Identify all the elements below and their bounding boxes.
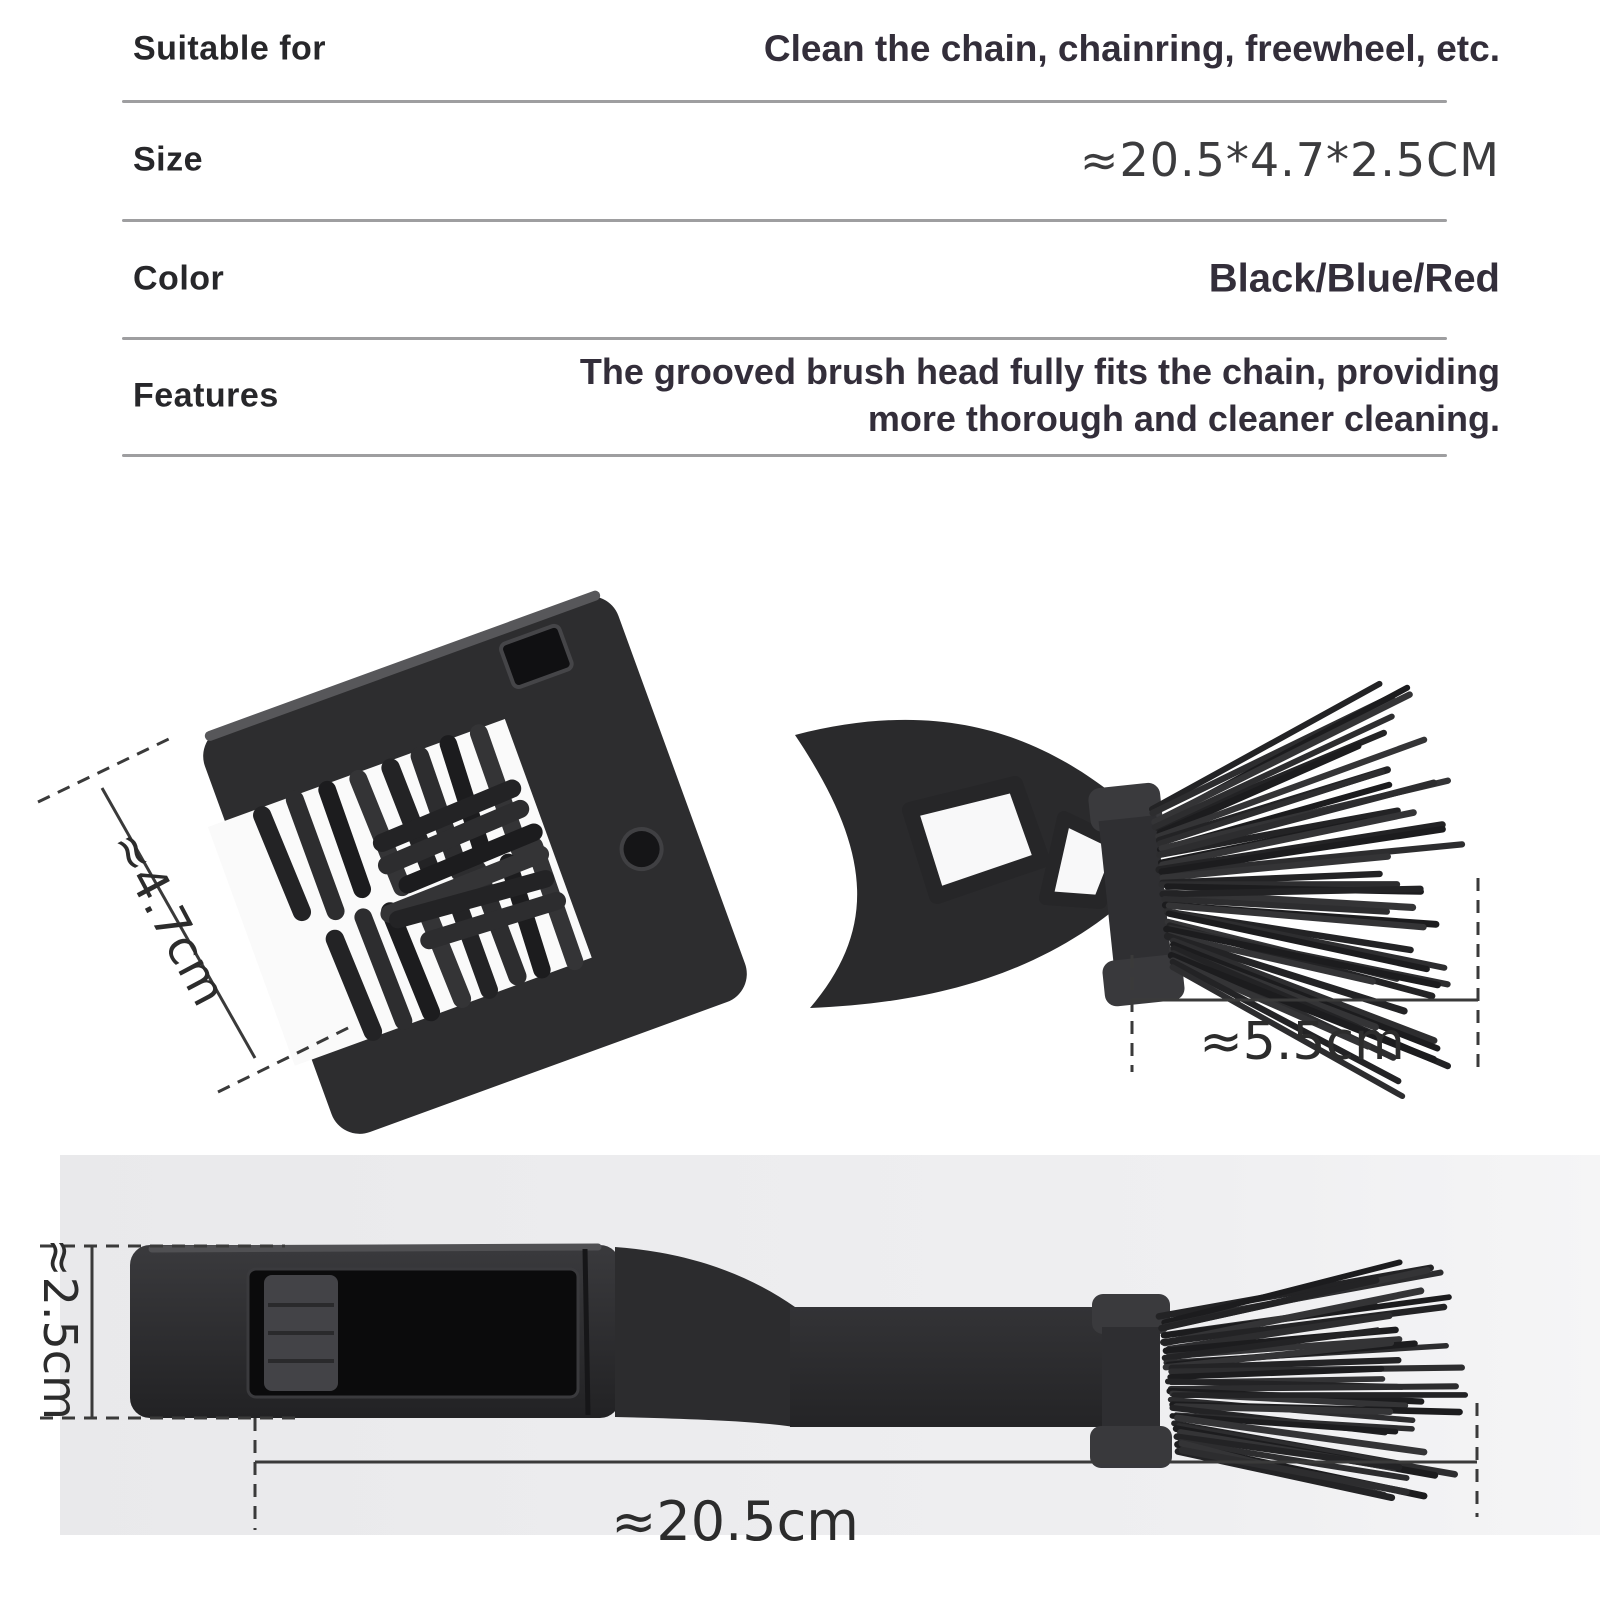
brush-head <box>178 588 755 1135</box>
spec-row-suitable-for <box>0 0 1600 100</box>
spec-row-features <box>0 340 1600 454</box>
spec-label: Features <box>133 376 279 415</box>
spec-label: Suitable for <box>133 29 327 68</box>
spec-label: Color <box>133 259 225 298</box>
spec-value: ≈20.5*4.7*2.5CM <box>1079 132 1500 187</box>
spec-row-size <box>0 103 1600 219</box>
table-divider <box>122 454 1447 457</box>
spec-row-color <box>0 222 1600 337</box>
brush-head-side <box>130 1245 620 1418</box>
dimension-label-total-length: ≈20.5cm <box>611 1490 859 1553</box>
brush-handle <box>795 720 1150 1008</box>
dimension-label-thickness: ≈2.5cm <box>33 1238 87 1420</box>
dimension-label-head-width: ≈4.7cm <box>98 821 238 1015</box>
brush-handle-side <box>790 1307 1102 1427</box>
spec-value: Clean the chain, chainring, freewheel, etc. <box>763 28 1500 70</box>
spec-value <box>580 348 1500 442</box>
brush-collar-side <box>1090 1294 1172 1468</box>
spec-label: Size <box>133 140 204 179</box>
features-line-2: more thorough and cleaner cleaning. <box>867 398 1500 440</box>
spec-value: Black/Blue/Red <box>1208 256 1500 301</box>
features-line-1: The grooved brush head fully fits the chain, providing <box>579 351 1500 393</box>
dimension-label-bristle-width: ≈5.5cm <box>1199 1012 1405 1072</box>
